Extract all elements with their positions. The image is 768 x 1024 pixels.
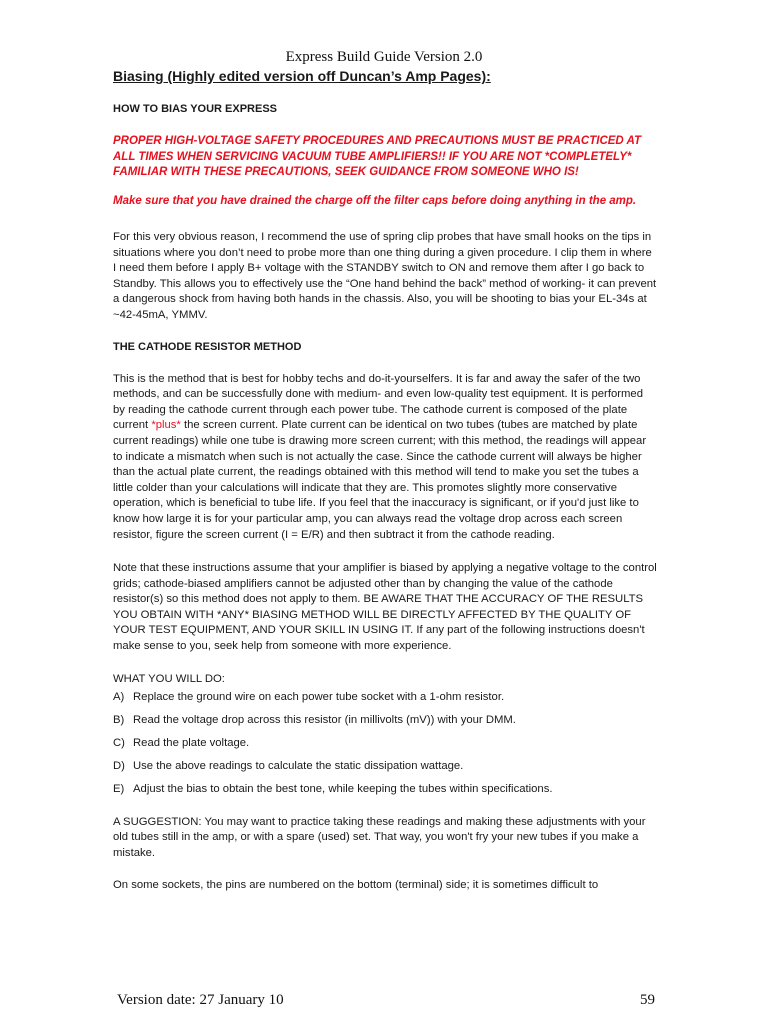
step-text: Adjust the bias to obtain the best tone, while keeping the tubes within specifications. xyxy=(133,783,553,796)
step-d xyxy=(113,759,658,775)
paragraph-negative-voltage-note: Note that these instructions assume that your amplifier is biased by applying a negative voltage to the control grids; cathode-biased amplifiers cannot be adjusted other than by changing the value of the cathode resistor(s) so this method does not apply to them. BE AWARE THAT THE ACCURACY OF THE RESULTS YOU OBTAIN WITH *ANY* BIASING METHOD WILL BE DIRECTLY AFFECTED BY THE QUALITY OF YOUR TEST EQUIPMENT, AND YOUR SKILL IN USING IT. If any part of the following instructions doesn't make sense to you, seek help from someone with more experience. xyxy=(113,562,657,653)
step-letter: C) xyxy=(113,737,125,750)
step-b xyxy=(113,713,658,729)
what-you-will-do-label: WHAT YOU WILL DO: xyxy=(113,672,225,685)
footer-version-date: Version date: 27 January 10 xyxy=(117,992,284,1008)
paragraph-socket-pins: On some sockets, the pins are numbered on the bottom (terminal) side; it is sometimes difficult to xyxy=(113,878,599,891)
section-heading-how-to-bias: HOW TO BIAS YOUR EXPRESS xyxy=(113,103,278,115)
paragraph-cathode-method-part1: This is the method that is best for hobby techs and do-it-yourselfers. It is far and away the safer of the two methods, and can be successfully done with medium- and even low-quality test equipment. It is performed by reading the cathode current through each power tube. The cathode current is composed of the plate current xyxy=(113,372,643,432)
step-a xyxy=(113,690,658,706)
step-text: Replace the ground wire on each power tube socket with a 1-ohm resistor. xyxy=(133,691,505,704)
paragraph-cathode-method-part2: the screen current. Plate current can be identical on two tubes (tubes are matched by plate current readings) while one tube is drawing more screen current; with this method, the readings will appear to indicate a mismatch when such is not actually the case. Since the cathode current will always be higher than the actual plate current, the readings obtained with this method will tend to make you set the tubes a little colder than your calculations will indicate that they are. This promotes slightly more conservative operation, which is beneficial to tube life. If you feel that the inaccuracy is significant, or if you'd just like to know how large it is for your particular amp, you can always read the voltage drop across each screen resistor, figure the screen current (I = E/R) and then subtract it from the cathode reading. xyxy=(113,419,647,541)
step-text: Read the voltage drop across this resistor (in millivolts (mV)) with your DMM. xyxy=(133,714,516,727)
step-c xyxy=(113,736,658,752)
steps-list xyxy=(113,690,658,798)
emphasis-plus: *plus* xyxy=(151,419,181,432)
step-text: Use the above readings to calculate the static dissipation wattage. xyxy=(133,760,464,773)
paragraph-spring-clip-probes: For this very obvious reason, I recommend the use of spring clip probes that have small hooks on the tips in situations where you don’t need to probe more than one thing during a given procedure. I clip them in where I need them before I apply B+ voltage with the STANDBY switch to ON and remove them after I go back to Standby. This allows you to effectively use the “One hand behind the back” method of working- it can prevent a dangerous shock from having both hands in the chassis. Also, you will be shooting to bias your EL-34s at ~42-45mA, YMMV. xyxy=(113,231,657,321)
step-letter: B) xyxy=(113,714,125,727)
page-title: Biasing (Highly edited version off Duncan’s Amp Pages): xyxy=(113,68,491,84)
step-e xyxy=(113,782,658,798)
step-letter: A) xyxy=(113,691,125,704)
step-letter: E) xyxy=(113,783,125,796)
footer-page-number: 59 xyxy=(640,992,655,1008)
section-heading-cathode-resistor-method: THE CATHODE RESISTOR METHOD xyxy=(113,340,302,353)
step-letter: D) xyxy=(113,760,125,773)
paragraph-suggestion: A SUGGESTION: You may want to practice taking these readings and making these adjustments with your old tubes still in the amp, or with a spare (used) set. That way, you won't fry your new tubes if you make a mistake. xyxy=(113,815,646,859)
running-header: Express Build Guide Version 2.0 xyxy=(285,49,483,65)
paragraph-cathode-method xyxy=(113,372,658,544)
page-content xyxy=(113,67,658,893)
safety-warning: PROPER HIGH-VOLTAGE SAFETY PROCEDURES AND PRECAUTIONS MUST BE PRACTICED AT ALL TIMES WHEN SERVICING VACUUM TUBE AMPLIFIERS!! IF YOU ARE NOT *COMPLETELY* FAMILIAR WITH THESE PRECAUTIONS, SEEK GUIDANCE FROM SOMEONE WHO IS! xyxy=(113,135,641,178)
drain-warning: Make sure that you have drained the charge off the filter caps before doing anything in the amp. xyxy=(113,194,637,207)
step-text: Read the plate voltage. xyxy=(133,737,250,750)
